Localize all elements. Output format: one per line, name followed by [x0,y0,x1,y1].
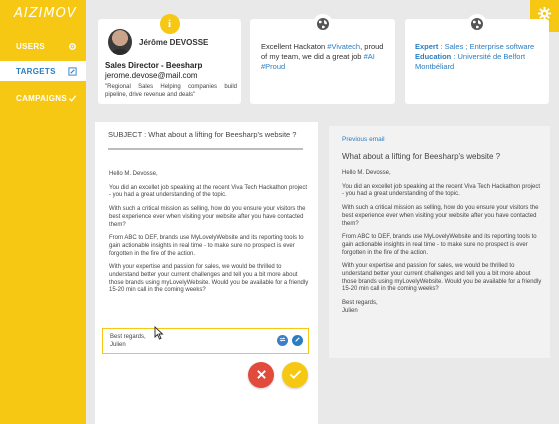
profile-card [98,19,241,104]
previous-email-label: Previous email [342,136,385,143]
profile-name: Jérôme DEVOSSE [139,38,209,47]
signature-text: Best regards, Julien [110,334,146,348]
email-paragraph: From ABC to DEF, brands use MyLovelyWebsite and its reporting tools to gain actionable insights in real time - to make sure no prospect is ever forgotten in the fire of the action. [342,234,537,256]
email-paragraph: Hello M. Devosse, [109,171,158,177]
swap-icon [279,336,286,345]
info-icon: i [160,14,180,34]
sidebar-item-label: CAMPAIGNS [16,93,67,103]
email-editor [95,122,318,424]
email-paragraph: From ABC to DEF, brands use MyLovelyWebsite and its reporting tools to gain actionable insights in real time - to make sure no prospect is ever forgotten in the fire of the action. [109,235,304,257]
profile-email: jerome.devose@mail.com [105,71,198,80]
email-paragraph: With your expertise and passion for sales, we would be thrilled to understand better your current challenges and tell you a bit more about those brands using myLovelyWebsite. Would you be available for a friendly 15-20 min call in the coming weeks? [109,264,309,294]
expertise-card [405,19,549,104]
email-paragraph: Hello M. Devosse, [342,170,391,176]
sidebar-item-targets[interactable] [0,61,86,81]
expert-row: Expert : Sales ; Enterprise software [415,42,535,51]
gear-icon [66,40,78,52]
email-paragraph: You did an excellet job speaking at the recent Viva Tech Hackathon project - you had a great understanding of the topic. [109,184,308,199]
app-logo: AIZIMOV [14,6,77,21]
signature-field[interactable] [102,328,309,354]
hashtag-link[interactable]: #AI [363,52,375,61]
social-post-card [250,19,395,104]
mouse-cursor-icon [154,326,164,340]
sidebar-item-label: TARGETS [16,66,56,76]
globe-icon [467,14,487,34]
avatar [108,29,132,55]
previous-email-panel [329,126,550,358]
subject-field[interactable]: SUBJECT : What about a lifting for Beesharp's website ? [108,130,303,150]
pencil-icon [294,336,301,345]
globe-icon [313,14,333,34]
profile-title: Sales Director - Beesharp [105,61,203,70]
sidebar-item-label: USERS [16,41,46,51]
sidebar-item-campaigns[interactable] [0,88,86,108]
post-text: Excellent Hackaton #Vivatech, proud of my team, we did a great job #AI #Proud [261,42,384,71]
email-paragraph: With such a critical mission as selling, how do you ensure your visitors the best experience ever when visiting your website after you have contacted them? [342,205,539,227]
close-icon [256,367,267,383]
reject-button[interactable] [248,362,274,388]
check-icon [66,92,78,104]
email-paragraph: Best regards, Julien [342,300,378,314]
previous-email-body [342,170,542,322]
hashtag-link[interactable]: #Vivatech [327,42,361,51]
education-row: Education : Université de Belfort Montbéliard [415,52,526,71]
hashtag-link[interactable]: #Proud [261,62,286,71]
rewrite-button[interactable] [277,335,288,346]
sidebar [0,0,86,424]
email-body[interactable] [109,171,309,301]
sidebar-item-users[interactable] [0,36,86,56]
edit-signature-button[interactable] [292,335,303,346]
previous-email-title: What about a lifting for Beesharp's website ? [342,152,501,161]
email-paragraph: With such a critical mission as selling, how do you ensure your visitors the best experience ever when visiting your website after you have contacted them? [109,206,306,228]
expertise-text [415,42,545,72]
accept-button[interactable] [282,362,308,388]
email-paragraph: You did an excellet job speaking at the recent Viva Tech Hackathon project - you had a great understanding of the topic. [342,183,541,198]
email-paragraph: With your expertise and passion for sales, we would be thrilled to understand better your current challenges and tell you a bit more about those brands using myLovelyWebsite. Would you be available for a friendly 15-20 min call in the coming weeks? [342,263,542,293]
edit-icon [66,65,78,77]
profile-quote: "Regional Sales Helping companies build pipeline, drive revenue and deals" [105,84,237,98]
check-icon [289,367,302,383]
